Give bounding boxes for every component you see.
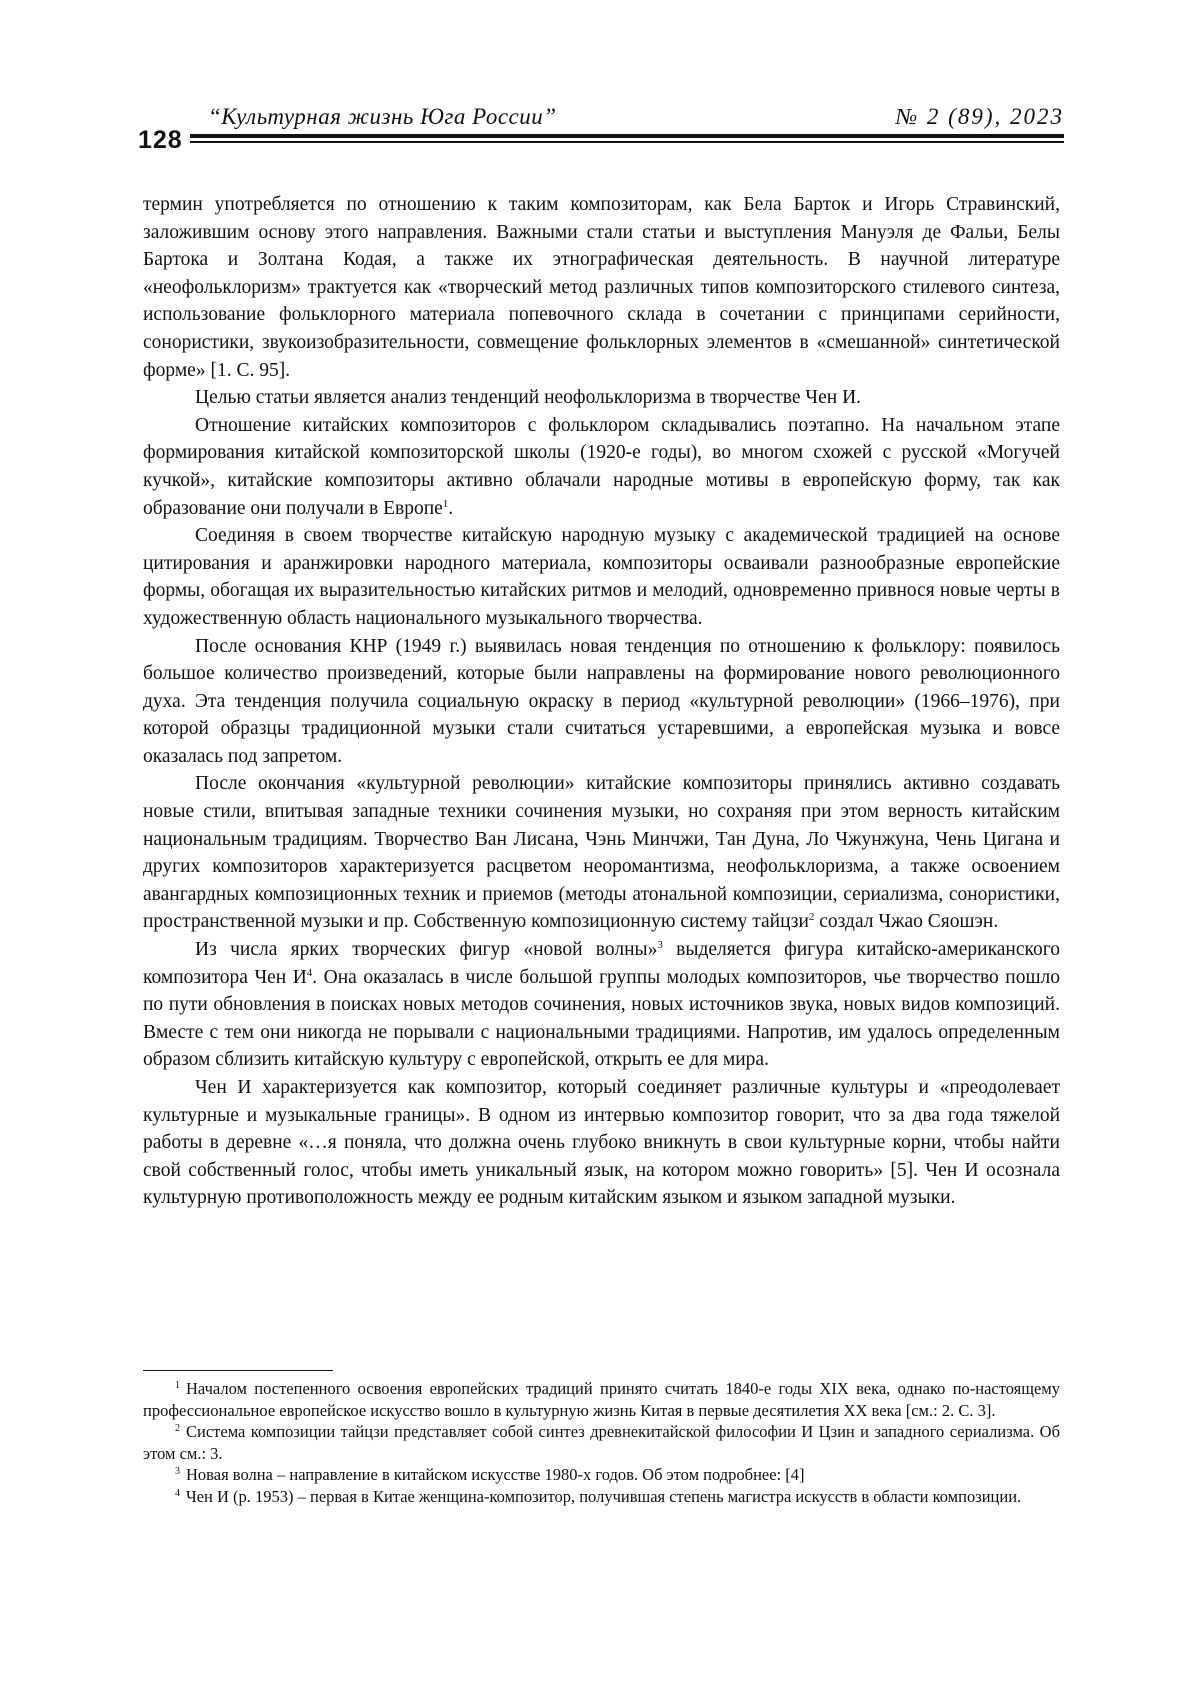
footnotes: [143, 1378, 1060, 1507]
footnote-number: 4: [175, 1488, 180, 1499]
paragraph-5: После основания КНР (1949 г.) выявилась новая тенденция по отношению к фольклору: появилось большое количество произведений, которые были направлены на формирование нового революционного духа. Эта тенденция получила социальную окраску в период «культурной революции» (1966–1976), при которой образцы традиционной музыки стали считаться устаревшими, а европейская музыка и вовсе оказалась под запретом.: [143, 633, 1060, 771]
footnote-ref-4[interactable]: 4: [307, 967, 313, 979]
article-body: [143, 191, 1060, 1212]
footnote-2: 2 Система композиции тайцзи представляет собой синтез древнекитайской философии И Цзин и западного сериализма. Об этом см.: 3.: [143, 1421, 1060, 1464]
paragraph-2: Целью статьи является анализ тенденций неофольклоризма в творчестве Чен И.: [143, 384, 1060, 412]
running-header: [138, 104, 1064, 154]
issue-number: № 2 (89), 2023: [895, 104, 1064, 130]
footnote-number: 3: [175, 1466, 180, 1477]
paragraph-1: термин употребляется по отношению к таким композиторам, как Бела Барток и Игорь Стравинский, заложившим основу этого направления. Важными стали статьи и выступления Мануэля де Фальи, Белы Бартока и Золтана Кодая, а также их этнографическая деятельность. В научной литературе «неофольклоризм» трактуется как «творческий метод различных типов композиторского стилевого синтеза, использование фольклорного материала попевочного склада в сочетании с принципами серийности, сонористики, звукоизобразительности, совмещение фольклорных элементов в «смешанной» синтетической форме» [1. С. 95].: [143, 191, 1060, 384]
footnote-1: 1 Началом постепенного освоения европейских традиций принято считать 1840-е годы XIX века, однако по-настоящему профессиональное европейское искусство вошло в культурную жизнь Китая в первые десятилетия XX века [см.: 2. С. 3].: [143, 1378, 1060, 1421]
footnote-3: 3 Новая волна – направление в китайском искусстве 1980-х годов. Об этом подробнее: [4]: [143, 1464, 1060, 1486]
journal-title: “Культурная жизнь Юга России”: [208, 104, 557, 130]
paragraph-4: Соединяя в своем творчестве китайскую народную музыку с академической традицией на основе цитирования и аранжировки народного материала, композиторы осваивали разнообразные европейские формы, обогащая их выразительностью китайских ритмов и мелодий, одновременно привнося новые черты в художественную область национального музыкального творчества.: [143, 522, 1060, 632]
paragraph-3: Отношение китайских композиторов с фольклором складывались поэтапно. На начальном этапе формирования китайской композиторской школы (1920-е годы), во многом схожей с русской «Могучей кучкой», китайские композиторы активно облачали народные мотивы в европейскую форму, так как образование они получали в Европе1.: [143, 412, 1060, 522]
footnote-ref-1[interactable]: 1: [443, 498, 449, 510]
paragraph-8: Чен И характеризуется как композитор, который соединяет различные культуры и «преодолевает культурные и музыкальные границы». В одном из интервью композитор говорит, что за два года тяжелой работы в деревне «…я поняла, что должна очень глубоко вникнуть в свои культурные корни, чтобы найти свой собственный голос, чтобы иметь уникальный язык, на котором можно говорить» [5]. Чен И осознала культурную противоположность между ее родным китайским языком и языком западной музыки.: [143, 1074, 1060, 1212]
paragraph-7: Из числа ярких творческих фигур «новой волны»3 выделяется фигура китайско-американского композитора Чен И4. Она оказалась в числе большой группы молодых композиторов, чье творчество пошло по пути обновления в поисках новых методов сочинения, новых источников звука, новых видов композиций. Вместе с тем они никогда не порывали с национальными традициями. Напротив, им удалось определенным образом сблизить китайскую культуру с европейской, открыть ее для мира.: [143, 936, 1060, 1074]
footnote-number: 2: [175, 1423, 180, 1434]
footnote-number: 1: [175, 1380, 180, 1391]
footnote-ref-2[interactable]: 2: [809, 911, 815, 923]
header-rule-thin: [190, 141, 1064, 143]
header-rule-thick: [190, 134, 1064, 138]
page-number: 128: [138, 126, 183, 155]
footnote-ref-3[interactable]: 3: [657, 939, 663, 951]
paragraph-6: После окончания «культурной революции» китайские композиторы принялись активно создавать новые стили, впитывая западные техники сочинения музыки, но сохраняя при этом верность китайским национальным традициям. Творчество Ван Лисана, Чэнь Минчжи, Тан Дуна, Ло Чжунжуна, Чень Цигана и других композиторов характеризуется расцветом неоромантизма, неофольклоризма, а также освоением авангардных композиционных техник и приемов (методы атональной композиции, сериализма, сонористики, пространственной музыки и пр. Собственную композиционную систему тайцзи2 создал Чжао Сяошэн.: [143, 770, 1060, 936]
footnote-4: 4 Чен И (р. 1953) – первая в Китае женщина-композитор, получившая степень магистра искусств в области композиции.: [143, 1486, 1060, 1508]
footnote-separator: [143, 1370, 333, 1371]
